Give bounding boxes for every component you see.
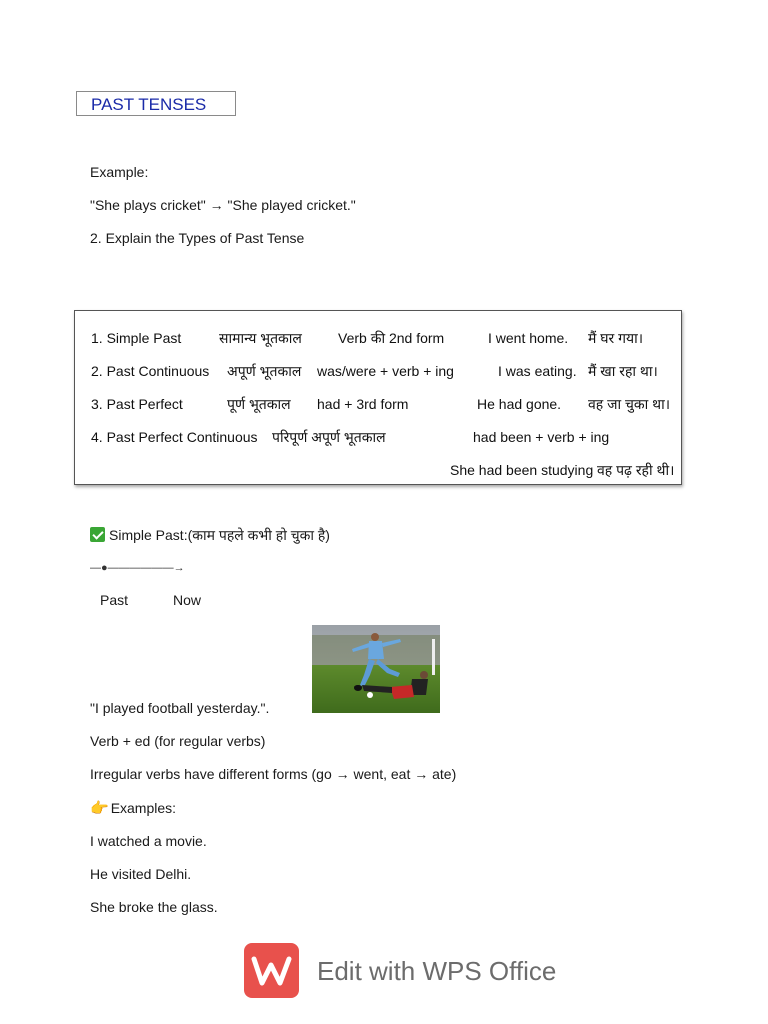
wps-logo-mark	[244, 943, 299, 998]
tense-hindi-example: वह जा चुका था।	[588, 396, 671, 412]
tense-example: She had been studying	[450, 462, 594, 478]
tense-formula: had + 3rd form	[317, 396, 409, 412]
tense-example: He had gone.	[477, 396, 562, 412]
example-item: I watched a movie.	[90, 833, 207, 849]
simple-past-rule: Verb + ed (for regular verbs)	[90, 733, 266, 749]
tense-formula: was/were + verb + ing	[317, 363, 454, 379]
tense-hindi-example: मैं घर गया।	[588, 330, 644, 346]
football-caption: "I played football yesterday.".	[90, 700, 270, 716]
tense-example: I went home.	[488, 330, 569, 346]
page-title: PAST TENSES	[91, 95, 207, 114]
football-photo	[312, 625, 440, 713]
tense-hindi-example: वह पढ़ रही थी।	[597, 462, 675, 478]
example-sentence: "She plays cricket" → "She played cricket."	[90, 197, 356, 213]
tense-hindi-name: अपूर्ण भूतकाल	[227, 363, 302, 379]
examples-heading-row	[90, 800, 176, 817]
tense-name: 3. Past Perfect	[91, 396, 183, 412]
tense-example: I was eating.	[498, 363, 577, 379]
tense-hindi-name: परिपूर्ण अपूर्ण भूतकाल	[272, 429, 386, 445]
tense-formula: Verb की 2nd form	[338, 330, 445, 346]
timeline-past-label: Past	[100, 592, 129, 608]
title-box	[76, 91, 236, 116]
wps-logo-icon[interactable]	[244, 943, 299, 998]
tense-table	[74, 310, 682, 485]
tense-formula: had been + verb + ing	[473, 429, 610, 445]
tense-hindi-example: मैं खा रहा था।	[588, 363, 658, 379]
pointing-hand-icon: 👉	[90, 800, 109, 817]
timeline-arrow: —●——————→	[90, 562, 185, 574]
examples-label: Examples:	[110, 800, 177, 816]
tense-hindi-name: सामान्य भूतकाल	[219, 330, 302, 346]
example-label: Example:	[90, 164, 149, 180]
irregular-verbs-note: Irregular verbs have different forms (go → went, eat → ate)	[90, 766, 457, 782]
example-item: She broke the glass.	[90, 899, 218, 915]
example-item: He visited Delhi.	[90, 866, 192, 882]
tense-name: 1. Simple Past	[91, 330, 182, 346]
simple-past-heading: Simple Past:(काम पहले कभी हो चुका है)	[109, 527, 330, 543]
simple-past-heading-row	[90, 527, 330, 543]
timeline-now-label: Now	[173, 592, 202, 608]
tense-name: 4. Past Perfect Continuous	[91, 429, 258, 445]
check-mark-icon	[90, 527, 105, 542]
tense-name: 2. Past Continuous	[91, 363, 210, 379]
tense-hindi-name: पूर्ण भूतकाल	[227, 396, 291, 412]
football-photo-drawing	[312, 625, 440, 713]
wps-edit-link[interactable]: Edit with WPS Office	[317, 956, 557, 986]
types-question: 2. Explain the Types of Past Tense	[90, 230, 305, 246]
